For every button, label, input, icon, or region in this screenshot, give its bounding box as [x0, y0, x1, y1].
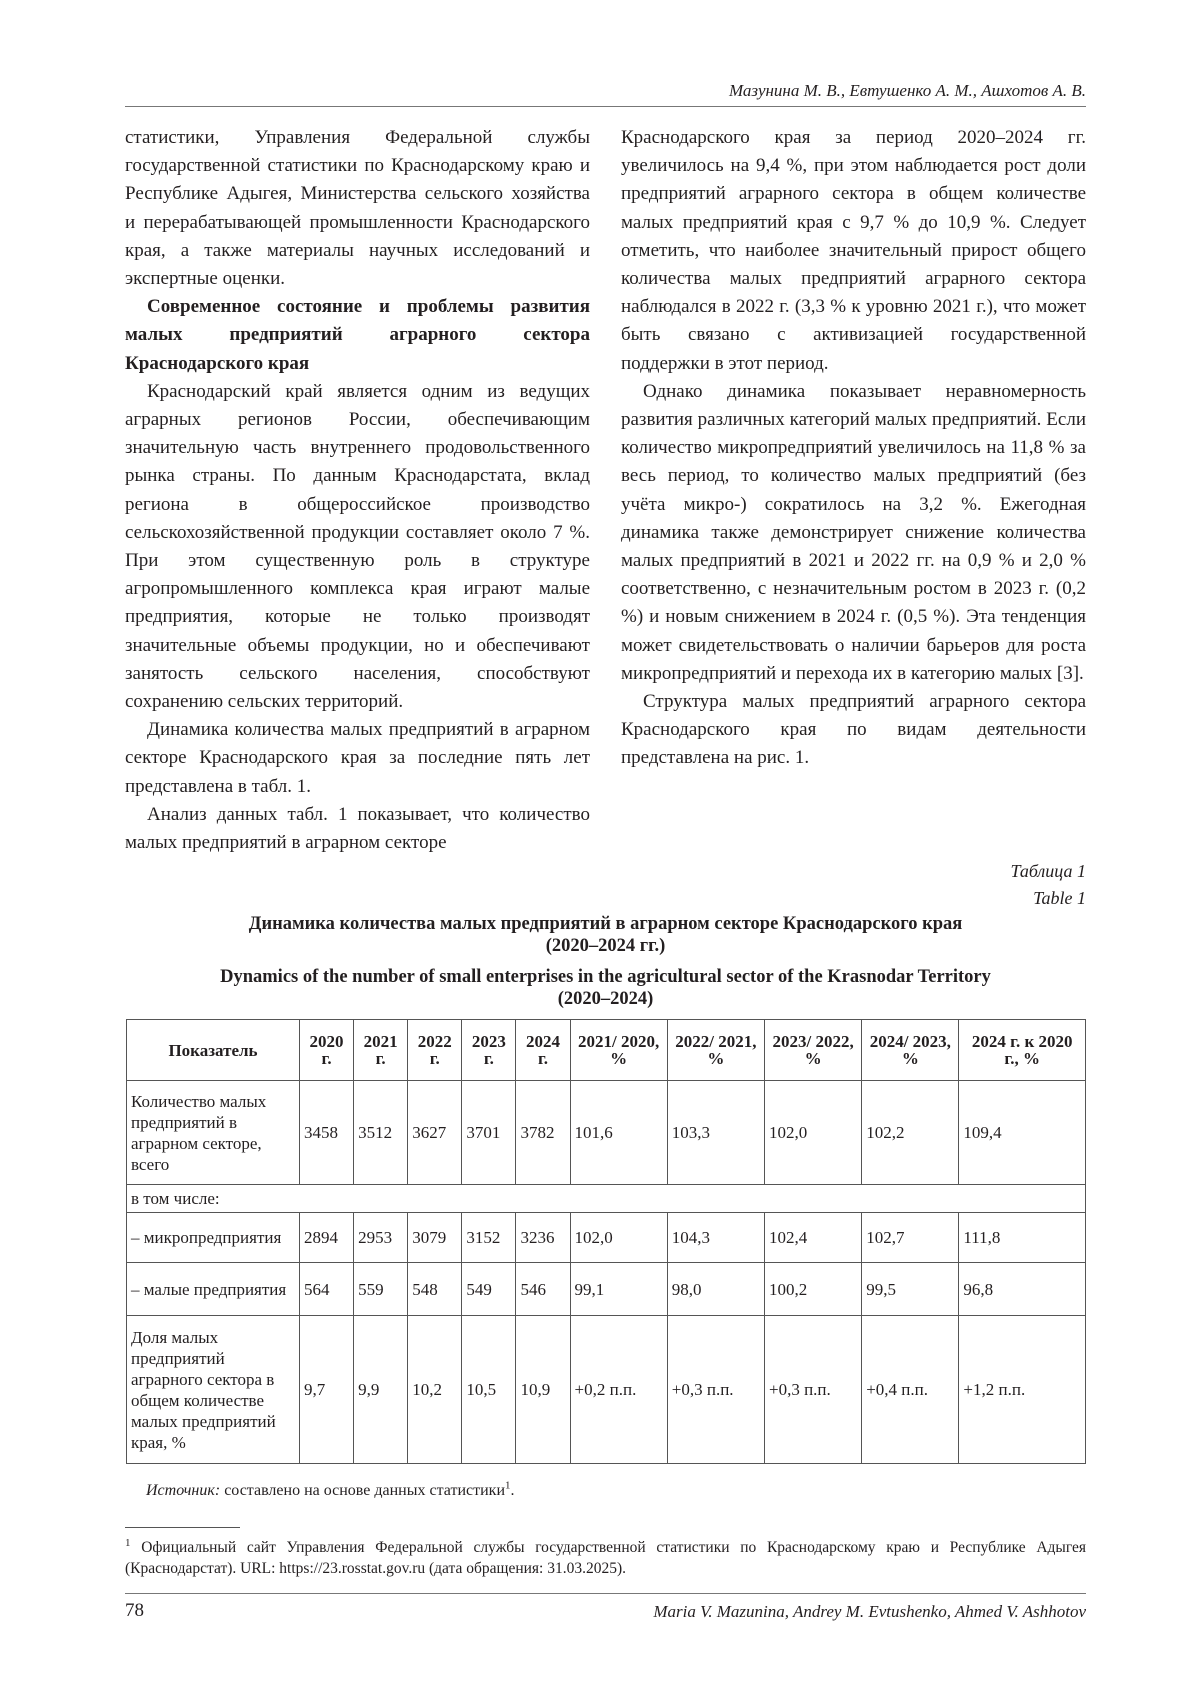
table-cell: 99,5	[862, 1263, 959, 1316]
footnote-text: Официальный сайт Управления Федеральной службы государственной статистики по Краснодарскому краю и Республике Адыгея (Краснодарстат). URL: https://23.rosstat.gov.ru (дата обращения: 31.03.2025).	[125, 1539, 1086, 1577]
footnote-divider	[125, 1527, 240, 1528]
footer-authors: Maria V. Mazunina, Andrey M. Evtushenko, Ahmed V. Ashhotov	[653, 1602, 1086, 1621]
paragraph: Краснодарский край является одним из ведущих аграрных регионов России, обеспечивающим значительную часть внутреннего продовольственного рынка страны. По данным Краснодарстата, вклад региона в общероссийское производство сельскохозяйственной продукции составляет около 7 %. При этом существенную роль в структуре агропромышленного комплекса края играют малые предприятия, которые не только производят значительные объемы продукции, но и обеспечивают занятость сельского населения, способствуют сохранению сельских территорий.	[125, 380, 590, 713]
table-row	[127, 1213, 1086, 1263]
paragraph: Однако динамика показывает неравномерность развития различных категорий малых предприятий. Если количество микропредприятий увеличилось на 11,8 % за весь период, то количество малых предприятий (без учёта микро-) сократилось на 3,2 %. Ежегодная динамика также демонстрирует снижение количества малых предприятий в 2021 и 2022 гг. на 0,9 % и 2,0 % соответственно, с незначительным ростом в 2023 г. (0,2 %) и новым снижением в 2024 г. (0,5 %). Эта тенденция может свидетельствовать о наличии барьеров для роста микропредприятий и перехода их в категорию малых [3].	[621, 380, 1086, 684]
table-cell: 102,0	[764, 1081, 861, 1185]
table-cell: 3512	[354, 1081, 408, 1185]
table-cell: 102,0	[570, 1213, 667, 1263]
table-cell: 10,2	[408, 1316, 462, 1464]
column-header: 2020 г.	[300, 1020, 354, 1081]
data-table	[126, 1019, 1086, 1464]
table-cell: 564	[300, 1263, 354, 1316]
table-cell: 2953	[354, 1213, 408, 1263]
paragraph: статистики, Управления Федеральной службы государственной статистики по Краснодарскому краю и Республике Адыгея, Министерства сельского хозяйства и перерабатывающей промышленности Краснодарского края, а также материалы научных исследований и экспертные оценки.	[125, 127, 590, 290]
table-cell: 559	[354, 1263, 408, 1316]
column-header: 2024/ 2023, %	[862, 1020, 959, 1081]
table-cell: 101,6	[570, 1081, 667, 1185]
table-cell: 111,8	[959, 1213, 1086, 1263]
table-title-ru-line2: (2020–2024 гг.)	[545, 936, 666, 956]
table-cell: 10,5	[462, 1316, 516, 1464]
row-label: – малые предприятия	[127, 1263, 300, 1316]
row-label: – микропредприятия	[127, 1213, 300, 1263]
page-number: 78	[125, 1600, 144, 1621]
row-label: Доля малых предприятий аграрного сектора в общем количестве малых предприятий края, %	[127, 1316, 300, 1464]
table-title-en-line2: (2020–2024)	[557, 989, 654, 1009]
table-row	[127, 1185, 1086, 1213]
table-title-ru	[125, 913, 1086, 957]
row-subheading: в том числе:	[127, 1185, 1086, 1213]
table-cell: +0,3 п.п.	[764, 1316, 861, 1464]
table-cell: 3079	[408, 1213, 462, 1263]
paragraph: Структура малых предприятий аграрного сектора Краснодарского края по видам деятельности представлена на рис. 1.	[621, 691, 1086, 769]
table-cell: 3458	[300, 1081, 354, 1185]
right-column	[621, 124, 1086, 773]
paragraph: Анализ данных табл. 1 показывает, что количество малых предприятий в аграрном секторе	[125, 803, 590, 854]
source-text: составлено на основе данных статистики	[220, 1482, 505, 1499]
table-cell: 3236	[516, 1213, 570, 1263]
table-cell: +1,2 п.п.	[959, 1316, 1086, 1464]
table-cell: 102,7	[862, 1213, 959, 1263]
column-header: 2021 г.	[354, 1020, 408, 1081]
table-cell: 100,2	[764, 1263, 861, 1316]
section-heading: Современное состояние и проблемы развития малых предприятий аграрного сектора Краснодарского края	[125, 296, 590, 374]
table-title-en-line1: Dynamics of the number of small enterprises in the agricultural sector of the Krasnodar Territory	[220, 967, 991, 987]
table-row	[127, 1263, 1086, 1316]
paragraph: Динамика количества малых предприятий в аграрном секторе Краснодарского края за последние пять лет представлена в табл. 1.	[125, 719, 590, 797]
table-cell: 109,4	[959, 1081, 1086, 1185]
column-header: 2022 г.	[408, 1020, 462, 1081]
table-source	[146, 1481, 515, 1501]
table-title-ru-line1: Динамика количества малых предприятий в аграрном секторе Краснодарского края	[248, 914, 963, 934]
table-row	[127, 1316, 1086, 1464]
footnote-marker: 1	[125, 1536, 131, 1549]
column-header: 2023/ 2022, %	[764, 1020, 861, 1081]
table-cell: 102,2	[862, 1081, 959, 1185]
table-cell: 3627	[408, 1081, 462, 1185]
table-cell: 549	[462, 1263, 516, 1316]
table-cell: 3152	[462, 1213, 516, 1263]
table-cell: 9,7	[300, 1316, 354, 1464]
footer-divider	[125, 1593, 1086, 1594]
footnote	[125, 1537, 1086, 1579]
table-cell: 9,9	[354, 1316, 408, 1464]
table-cell: 10,9	[516, 1316, 570, 1464]
table-cell: 3701	[462, 1081, 516, 1185]
column-header: 2024 г. к 2020 г., %	[959, 1020, 1086, 1081]
table-header-row	[127, 1020, 1086, 1081]
table-cell: 3782	[516, 1081, 570, 1185]
left-column	[125, 124, 590, 857]
table-cell: +0,2 п.п.	[570, 1316, 667, 1464]
table-cell: 99,1	[570, 1263, 667, 1316]
table-cell: +0,3 п.п.	[667, 1316, 764, 1464]
table-cell: 103,3	[667, 1081, 764, 1185]
table-cell: 2894	[300, 1213, 354, 1263]
table-cell: 546	[516, 1263, 570, 1316]
source-label: Источник:	[146, 1482, 221, 1499]
table-cell: 98,0	[667, 1263, 764, 1316]
column-header: 2023 г.	[462, 1020, 516, 1081]
row-label: Количество малых предприятий в аграрном секторе, всего	[127, 1081, 300, 1185]
table-label-ru: Таблица 1	[1010, 861, 1086, 881]
table-cell: 102,4	[764, 1213, 861, 1263]
column-header: 2022/ 2021, %	[667, 1020, 764, 1081]
column-header: 2021/ 2020, %	[570, 1020, 667, 1081]
table-cell: 96,8	[959, 1263, 1086, 1316]
table-cell: 104,3	[667, 1213, 764, 1263]
source-end: .	[510, 1482, 515, 1499]
table-cell: +0,4 п.п.	[862, 1316, 959, 1464]
running-head: Мазунина М. В., Евтушенко А. М., Ашхотов А. В.	[125, 80, 1086, 107]
table-cell: 548	[408, 1263, 462, 1316]
column-header: 2024 г.	[516, 1020, 570, 1081]
table-title-en	[125, 966, 1086, 1010]
table-label-en: Table 1	[1033, 888, 1086, 908]
paragraph: Краснодарского края за период 2020–2024 гг. увеличилось на 9,4 %, при этом наблюдается рост доли предприятий аграрного сектора в общем количестве малых предприятий края с 9,7 % до 10,9 %. Следует отметить, что наиболее значительный прирост общего количества малых предприятий аграрного сектора наблюдался в 2022 г. (3,3 % к уровню 2021 г.), что может быть связано с активизацией государственной поддержки в этот период.	[621, 127, 1086, 374]
column-header: Показатель	[127, 1020, 300, 1081]
table-row	[127, 1081, 1086, 1185]
footnote-ref: 1	[505, 1479, 511, 1492]
